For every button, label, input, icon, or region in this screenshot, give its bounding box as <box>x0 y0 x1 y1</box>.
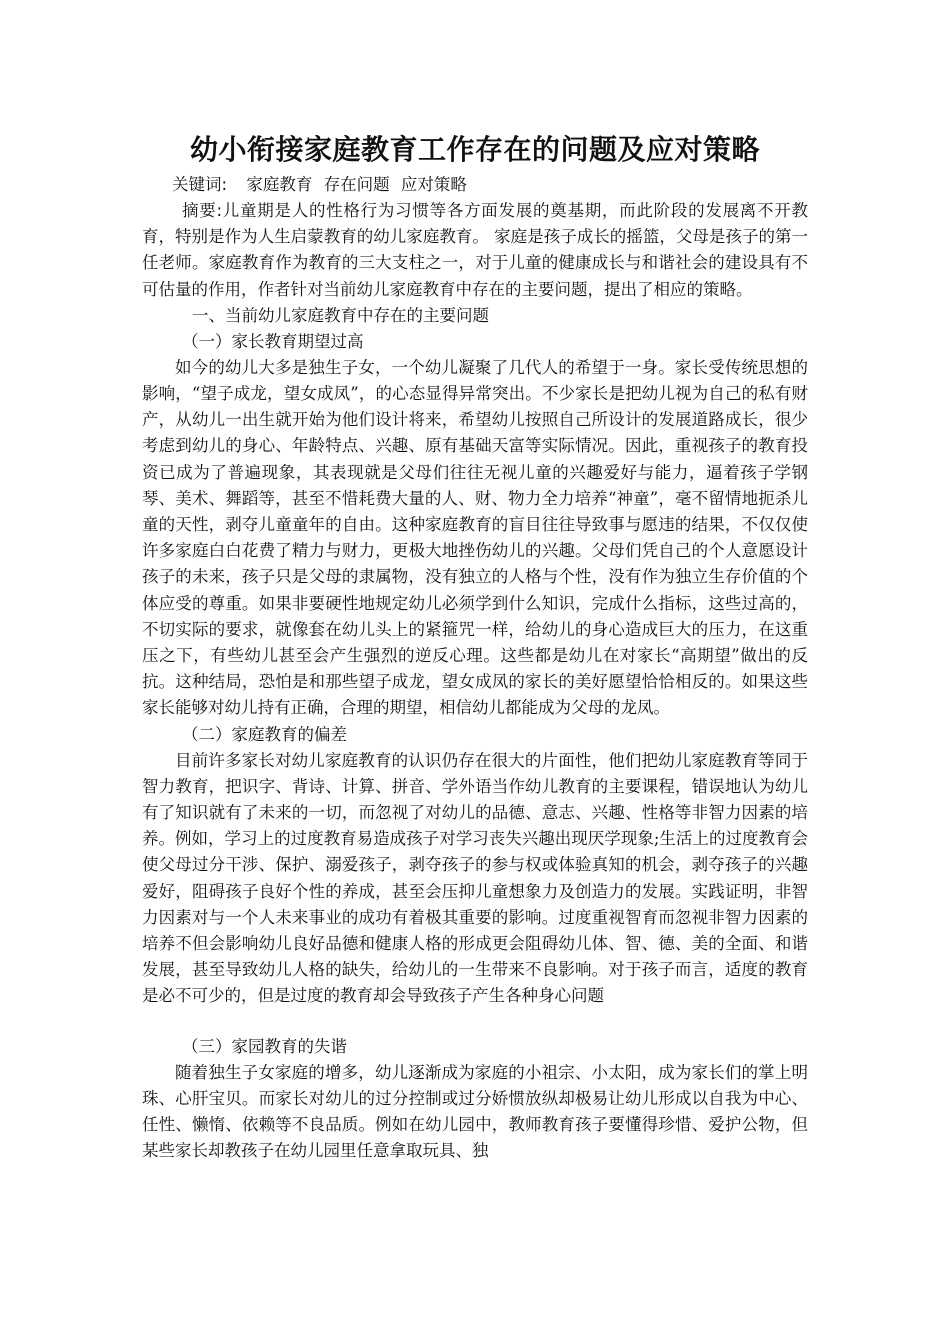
subsection-heading-1: （一）家长教育期望过高 <box>182 331 364 351</box>
keywords-label: 关键词: <box>172 175 228 194</box>
keywords-line <box>172 172 808 198</box>
keyword-item: 家庭教育 <box>246 175 313 194</box>
document-title: 幼小衔接家庭教育工作存在的问题及应对策略 <box>189 133 760 166</box>
abstract-text: 儿童期是人的性格行为习惯等各方面发展的奠基期，而此阶段的发展离不开教育，特别是作为人生启蒙教育的幼儿家庭教育。 家庭是孩子成长的摇篮，父母是孩子的第一任老师。家庭教育作为教育的三大支柱之一，对于儿童的健康成长与和谐社会的建设具有不可估量的作用，作者针对当前幼儿家庭教育中存在的主要问题，提出了相应的策略。 <box>142 201 808 299</box>
subsection-heading-2: （二）家庭教育的偏差 <box>182 724 347 744</box>
abstract-label: 摘要: <box>182 201 223 220</box>
subsection-3-paragraph: 随着独生子女家庭的增多，幼儿逐渐成为家庭的小祖宗、小太阳，成为家长们的掌上明珠、心肝宝贝。而家长对幼儿的过分控制或过分娇惯放纵却极易让幼儿形成以自我为中心、任性、懒惰、依赖等不良品质。例如在幼儿园中，教师教育孩子要懂得珍惜、爱护公物，但某些家长却教孩子在幼儿园里任意拿取玩具、独 <box>142 1062 808 1161</box>
keyword-item: 存在问题 <box>323 175 390 194</box>
subsection-heading-3: （三）家园教育的失谐 <box>182 1036 347 1056</box>
keyword-item: 应对策略 <box>400 175 467 194</box>
subsection-1-paragraph: 如今的幼儿大多是独生子女，一个幼儿凝聚了几代人的希望于一身。家长受传统思想的影响，“望子成龙，望女成凤”，的心态显得异常突出。不少家长是把幼儿视为自己的私有财产，从幼儿一出生就开始为他们设计将来，希望幼儿按照自己所设计的发展道路成长，很少考虑到幼儿的身心、年龄特点、兴趣、原有基础天富等实际情况。因此，重视孩子的教育投资已成为了普遍现象，其表现就是父母们往往无视儿童的兴趣爱好与能力，逼着孩子学钢琴、美术、舞蹈等，甚至不惜耗费大量的人、财、物力全力培养“神童”，毫不留情地扼杀儿童的天性，剥夺儿童童年的自由。这种家庭教育的盲目往往导致事与愿违的结果，不仅仅使许多家庭白白花费了精力与财力，更极大地挫伤幼儿的兴趣。父母们凭自己的个人意愿设计孩子的未来，孩子只是父母的隶属物，没有独立的人格与个性，没有作为独立生存价值的个体应受的尊重。如果非要硬性地规定幼儿必须学到什么知识，完成什么指标，这些过高的，不切实际的要求，就像套在幼儿头上的紧箍咒一样，给幼儿的身心造成巨大的压力，在这重压之下，有些幼儿甚至会产生强烈的逆反心理。这些都是幼儿在对家长“高期望”做出的反抗。这种结局，恐怕是和那些望子成龙，望女成凤的家长的美好愿望恰恰相反的。如果这些家长能够对幼儿持有正确，合理的期望，相信幼儿都能成为父母的龙凤。 <box>142 357 808 718</box>
document-page <box>142 128 808 1165</box>
section-heading-1: 一、当前幼儿家庭教育中存在的主要问题 <box>192 305 489 325</box>
keywords-list <box>246 175 473 194</box>
abstract-paragraph <box>142 198 808 303</box>
subsection-2-paragraph: 目前许多家长对幼儿家庭教育的认识仍存在很大的片面性，他们把幼儿家庭教育等同于智力教育，把识字、背诗、计算、拼音、学外语当作幼儿教育的主要课程，错误地认为幼儿有了知识就有了未来的一切，而忽视了对幼儿的品德、意志、兴趣、性格等非智力因素的培养。例如，学习上的过度教育易造成孩子对学习丧失兴趣出现厌学现象;生活上的过度教育会使父母过分干涉、保护、溺爱孩子，剥夺孩子的参与权或体验真知的机会，剥夺孩子的兴趣爱好，阻碍孩子良好个性的养成，甚至会压抑儿童想象力及创造力的发展。实践证明，非智力因素对与一个人未来事业的成功有着极其重要的影响。过度重视智育而忽视非智力因素的培养不但会影响幼儿良好品德和健康人格的形成更会阻碍幼儿体、智、德、美的全面、和谐发展，甚至导致幼儿人格的缺失，给幼儿的一生带来不良影响。对于孩子而言，适度的教育是必不可少的，但是过度的教育却会导致孩子产生各种身心问题 <box>142 750 808 1006</box>
